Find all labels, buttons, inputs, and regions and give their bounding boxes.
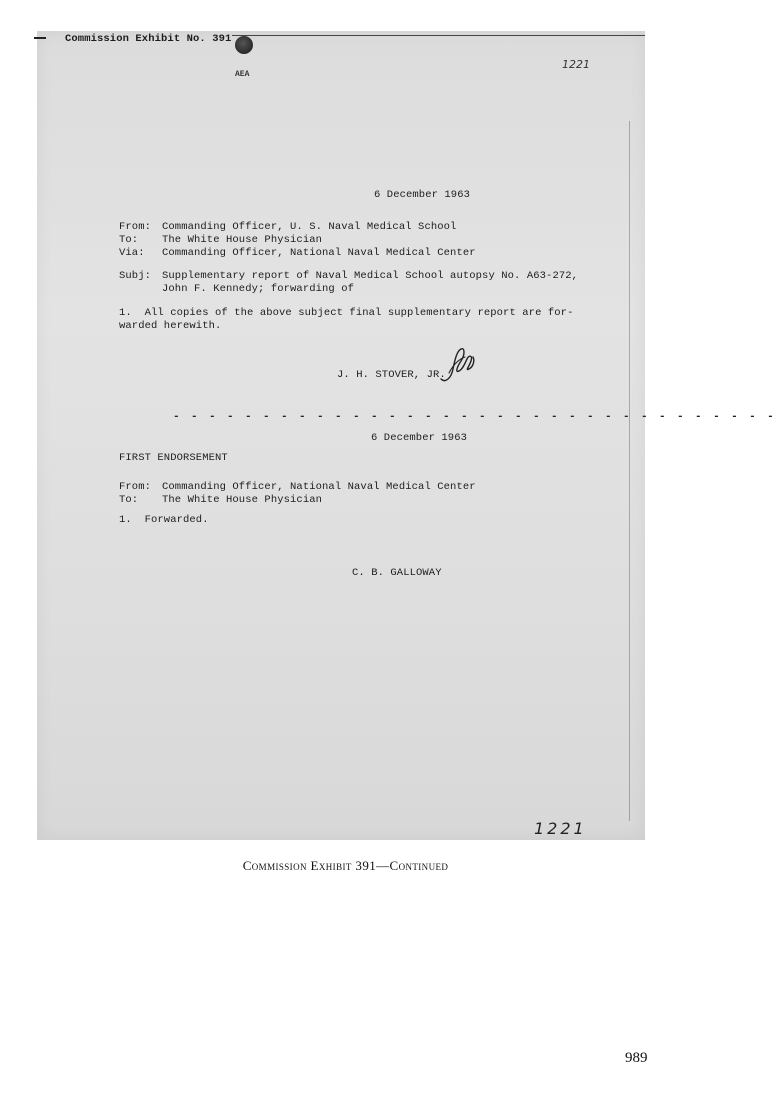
- from-value: Commanding Officer, U. S. Naval Medical School: [162, 221, 457, 233]
- handwritten-initials-icon: [435, 343, 479, 387]
- right-edge-line: [629, 121, 630, 821]
- handwritten-number-bottom: 1221: [534, 819, 587, 838]
- exhibit-header: Commission Exhibit No. 391: [65, 33, 232, 45]
- endorsement-to-value: The White House Physician: [162, 494, 323, 506]
- section-divider: - - - - - - - - - - - - - - - - - - - - - - - - - - - - - - - - - -: [173, 411, 776, 423]
- memo-date: 6 December 1963: [374, 189, 471, 201]
- handwritten-number-top: 1221: [562, 58, 590, 71]
- via-value: Commanding Officer, National Naval Medical Center: [162, 247, 476, 259]
- paragraph-1-line-1: 1. All copies of the above subject final supplementary report are for-: [119, 307, 574, 319]
- stamp-mark: AEA: [235, 70, 250, 79]
- subject-line-2: John F. Kennedy; forwarding of: [162, 283, 355, 295]
- to-label: To:: [119, 234, 139, 246]
- top-rule: [232, 35, 645, 36]
- exhibit-caption: Commission Exhibit 391—Continued: [242, 858, 449, 873]
- signature-stover: J. H. STOVER, JR.: [337, 369, 446, 381]
- endorsement-from-label: From:: [119, 481, 152, 493]
- to-value: The White House Physician: [162, 234, 323, 246]
- endorsement-title: FIRST ENDORSEMENT: [119, 452, 228, 464]
- page-number: 989: [625, 1050, 648, 1066]
- signature-galloway: C. B. GALLOWAY: [352, 567, 442, 579]
- punch-hole: [235, 36, 253, 54]
- header-dash: [34, 37, 46, 39]
- endorsement-to-label: To:: [119, 494, 139, 506]
- via-label: Via:: [119, 247, 145, 259]
- endorsement-date: 6 December 1963: [371, 432, 468, 444]
- endorsement-from-value: Commanding Officer, National Naval Medical Center: [162, 481, 476, 493]
- subject-label: Subj:: [119, 270, 152, 282]
- scanned-document: [37, 31, 776, 840]
- subject-line-1: Supplementary report of Naval Medical School autopsy No. A63-272,: [162, 270, 579, 282]
- endorsement-paragraph: 1. Forwarded.: [119, 514, 209, 526]
- from-label: From:: [119, 221, 152, 233]
- paragraph-1-line-2: warded herewith.: [119, 320, 222, 332]
